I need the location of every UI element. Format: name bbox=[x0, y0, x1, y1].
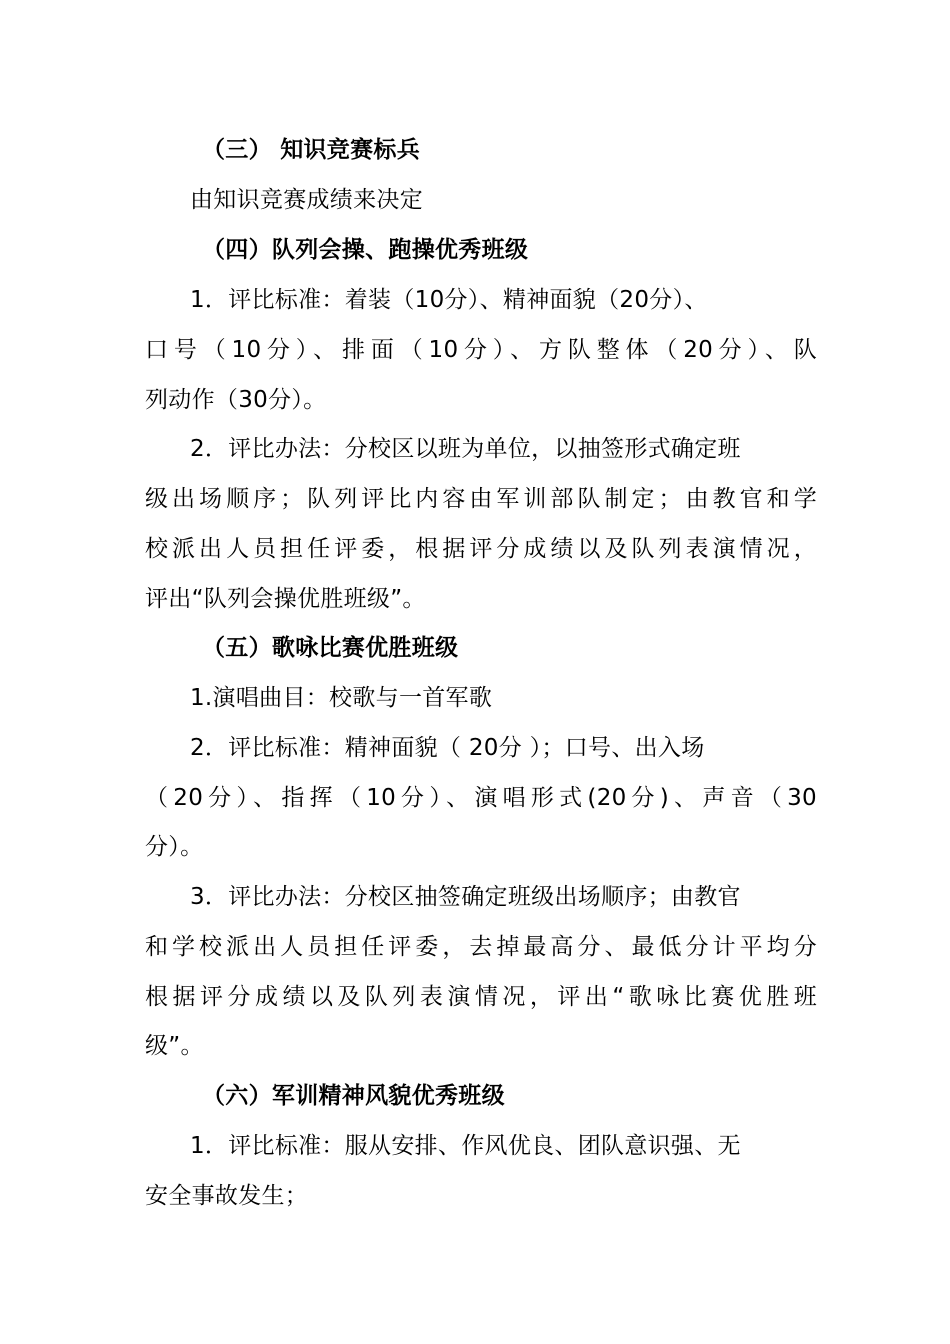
paragraph-line: （20分）、指挥（10分）、演唱形式(20分)、声音（30 bbox=[145, 785, 817, 811]
section-heading-3: （三） 知识竞赛标兵 bbox=[202, 137, 421, 163]
section-heading-5: （五）歌咏比赛优胜班级 bbox=[202, 635, 459, 661]
paragraph-line: 3．评比办法：分校区抽签确定班级出场顺序；由教官 bbox=[190, 884, 741, 910]
paragraph-line: 评出“队列会操优胜班级”。 bbox=[145, 586, 426, 612]
paragraph-line: 级出场顺序；队列评比内容由军训部队制定；由教官和学 bbox=[145, 486, 817, 512]
paragraph-line: 校派出人员担任评委，根据评分成绩以及队列表演情况， bbox=[145, 536, 817, 562]
paragraph-line: 1．评比标准：服从安排、作风优良、团队意识强、无 bbox=[190, 1133, 741, 1159]
paragraph-line: 1.演唱曲目：校歌与一首军歌 bbox=[190, 685, 493, 711]
paragraph-line: 级”。 bbox=[145, 1033, 204, 1059]
paragraph-line: 和学校派出人员担任评委，去掉最高分、最低分计平均分 bbox=[145, 934, 817, 960]
paragraph-line: 由知识竞赛成绩来决定 bbox=[190, 187, 423, 213]
section-heading-6: （六）军训精神风貌优秀班级 bbox=[202, 1083, 505, 1109]
paragraph-line: 列动作（30分）。 bbox=[145, 387, 327, 413]
paragraph-line: 根据评分成绩以及队列表演情况，评出“歌咏比赛优胜班 bbox=[145, 984, 817, 1010]
paragraph-line: 分）。 bbox=[145, 834, 204, 860]
paragraph-line: 1．评比标准：着装（10分）、精神面貌（20分）、 bbox=[190, 287, 708, 313]
paragraph-line: 2．评比标准：精神面貌（ 20分 ）；口号、出入场 bbox=[190, 735, 705, 761]
paragraph-line: 安全事故发生； bbox=[145, 1183, 309, 1209]
paragraph-line: 口号（10分）、排面（10分）、方队整体（20分）、队 bbox=[145, 337, 817, 363]
paragraph-line: 2．评比办法：分校区以班为单位，以抽签形式确定班 bbox=[190, 436, 741, 462]
section-heading-4: （四）队列会操、跑操优秀班级 bbox=[202, 237, 529, 263]
